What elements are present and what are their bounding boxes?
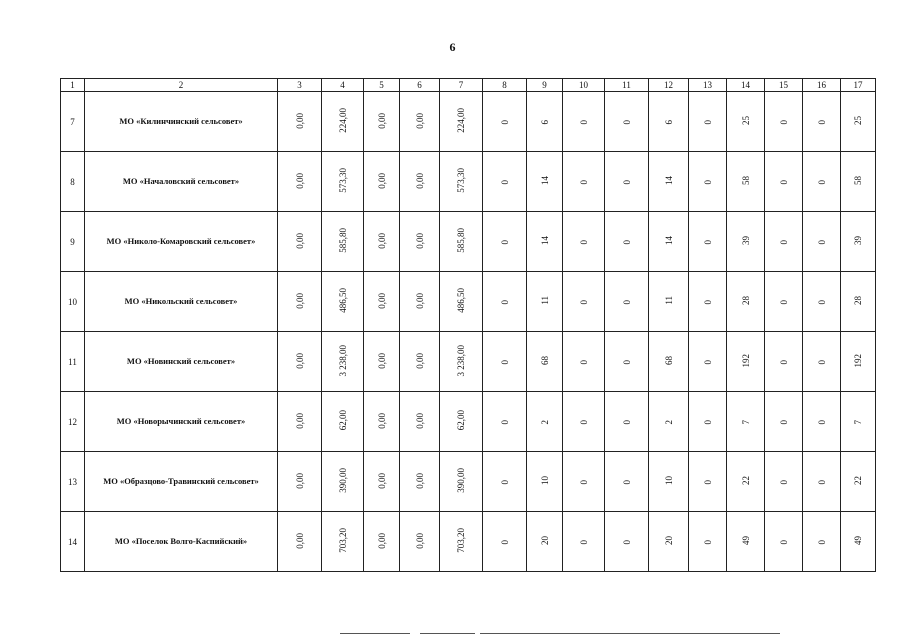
value-cell [765, 392, 803, 452]
value-cell [440, 512, 483, 572]
value-cell [803, 332, 841, 392]
municipality-name: МО «Новорычинский сельсовет» [85, 392, 278, 452]
value-cell [605, 152, 649, 212]
header-cell-3: 3 [278, 79, 322, 92]
value-text: 0 [816, 240, 827, 245]
value-text: 390,00 [337, 468, 348, 493]
value-cell [527, 152, 563, 212]
value-cell [440, 452, 483, 512]
value-text: 0,00 [414, 472, 425, 489]
value-cell [483, 92, 527, 152]
table-row [61, 272, 876, 332]
value-cell [841, 212, 876, 272]
value-cell [689, 152, 727, 212]
value-text: 573,30 [456, 168, 466, 193]
value-text: 0,00 [376, 412, 387, 429]
value-text: 0 [778, 300, 789, 305]
value-cell [364, 272, 400, 332]
value-cell [527, 452, 563, 512]
value-cell [605, 392, 649, 452]
value-cell [322, 152, 364, 212]
value-cell [527, 92, 563, 152]
value-cell [278, 392, 322, 452]
value-text: 0 [578, 120, 589, 125]
header-cell-7: 7 [440, 79, 483, 92]
value-cell [727, 272, 765, 332]
value-cell [649, 512, 689, 572]
value-cell [483, 452, 527, 512]
value-cell [364, 452, 400, 512]
value-text: 28 [740, 296, 751, 305]
value-cell [727, 332, 765, 392]
value-text: 0 [816, 360, 827, 365]
value-cell [563, 212, 605, 272]
value-text: 0 [578, 180, 589, 185]
value-cell [400, 272, 440, 332]
municipality-name: МО «Образцово-Травинский сельсовет» [85, 452, 278, 512]
value-text: 0,00 [294, 352, 305, 369]
value-text: 14 [539, 236, 550, 245]
row-number: 13 [61, 452, 85, 512]
value-text: 2 [663, 420, 674, 425]
value-cell [400, 92, 440, 152]
value-cell [605, 452, 649, 512]
value-text: 0 [778, 420, 789, 425]
value-cell [400, 512, 440, 572]
value-cell [689, 212, 727, 272]
value-cell [278, 452, 322, 512]
value-text: 0,00 [376, 532, 387, 549]
value-text: 0,00 [294, 292, 305, 309]
table-body [61, 92, 876, 572]
value-cell [649, 212, 689, 272]
value-text: 0 [621, 540, 632, 545]
header-cell-9: 9 [527, 79, 563, 92]
table-header [61, 79, 876, 92]
value-cell [527, 212, 563, 272]
value-cell [278, 92, 322, 152]
row-number: 8 [61, 152, 85, 212]
value-text: 0,00 [376, 352, 387, 369]
table-row [61, 152, 876, 212]
value-cell [483, 512, 527, 572]
value-text: 0,00 [294, 412, 305, 429]
value-text: 68 [539, 356, 550, 365]
value-cell [649, 272, 689, 332]
value-text: 25 [740, 116, 751, 125]
table-row [61, 212, 876, 272]
row-number: 10 [61, 272, 85, 332]
value-cell [727, 92, 765, 152]
value-cell [649, 392, 689, 452]
value-text: 0 [621, 300, 632, 305]
value-text: 0,00 [376, 232, 387, 249]
value-text: 0,00 [294, 112, 305, 129]
value-text: 28 [853, 296, 863, 305]
header-cell-6: 6 [400, 79, 440, 92]
value-text: 192 [853, 353, 863, 368]
value-cell [400, 392, 440, 452]
value-text: 6 [539, 120, 550, 125]
value-cell [400, 332, 440, 392]
value-text: 6 [663, 120, 674, 125]
value-cell [278, 152, 322, 212]
value-text: 0 [702, 300, 713, 305]
footer-line [480, 633, 780, 634]
value-text: 14 [663, 236, 674, 245]
municipality-name: МО «Поселок Волго-Каспийский» [85, 512, 278, 572]
header-cell-13: 13 [689, 79, 727, 92]
value-cell [322, 92, 364, 152]
value-cell [765, 332, 803, 392]
data-table [60, 78, 876, 572]
value-text: 224,00 [337, 108, 348, 133]
value-cell [278, 212, 322, 272]
value-text: 390,00 [456, 468, 466, 493]
value-cell [689, 452, 727, 512]
value-cell [563, 152, 605, 212]
value-cell [322, 332, 364, 392]
value-cell [803, 212, 841, 272]
value-cell [483, 332, 527, 392]
value-text: 0,00 [294, 472, 305, 489]
value-text: 49 [740, 536, 751, 545]
value-cell [841, 392, 876, 452]
value-text: 0,00 [414, 532, 425, 549]
value-text: 0 [816, 120, 827, 125]
value-text: 0 [578, 540, 589, 545]
value-text: 0,00 [294, 172, 305, 189]
value-text: 0 [816, 480, 827, 485]
value-text: 0,00 [414, 232, 425, 249]
value-text: 192 [740, 353, 751, 368]
header-cell-1: 1 [61, 79, 85, 92]
value-text: 0 [702, 120, 713, 125]
value-text: 0 [702, 420, 713, 425]
value-cell [563, 392, 605, 452]
value-text: 585,80 [337, 228, 348, 253]
value-text: 58 [740, 176, 751, 185]
value-cell [440, 392, 483, 452]
value-text: 58 [853, 176, 863, 185]
header-cell-12: 12 [649, 79, 689, 92]
value-cell [841, 332, 876, 392]
value-cell [605, 332, 649, 392]
value-cell [322, 452, 364, 512]
value-cell [649, 452, 689, 512]
value-cell [689, 512, 727, 572]
header-cell-4: 4 [322, 79, 364, 92]
value-cell [563, 512, 605, 572]
value-cell [727, 152, 765, 212]
value-cell [322, 512, 364, 572]
value-text: 0 [499, 480, 510, 485]
value-text: 0 [778, 540, 789, 545]
header-cell-2: 2 [85, 79, 278, 92]
value-text: 0,00 [414, 412, 425, 429]
value-text: 0 [778, 120, 789, 125]
value-text: 0 [499, 360, 510, 365]
value-cell [803, 152, 841, 212]
value-cell [803, 392, 841, 452]
value-text: 49 [853, 536, 863, 545]
value-cell [765, 272, 803, 332]
value-cell [605, 92, 649, 152]
value-text: 11 [663, 296, 674, 305]
value-text: 0 [621, 480, 632, 485]
value-cell [563, 452, 605, 512]
value-cell [727, 512, 765, 572]
value-text: 0 [816, 300, 827, 305]
value-text: 0 [702, 180, 713, 185]
value-cell [841, 152, 876, 212]
value-cell [278, 332, 322, 392]
value-text: 0 [702, 480, 713, 485]
value-text: 0,00 [414, 112, 425, 129]
value-text: 0 [816, 420, 827, 425]
header-cell-10: 10 [563, 79, 605, 92]
value-text: 573,30 [337, 168, 348, 193]
value-text: 22 [853, 476, 863, 485]
value-text: 0,00 [376, 292, 387, 309]
value-text: 0 [578, 360, 589, 365]
value-cell [803, 272, 841, 332]
table-row [61, 392, 876, 452]
value-text: 0,00 [414, 292, 425, 309]
value-text: 585,80 [456, 228, 466, 253]
row-number: 14 [61, 512, 85, 572]
value-cell [527, 512, 563, 572]
value-cell [689, 272, 727, 332]
municipality-name: МО «Новинский сельсовет» [85, 332, 278, 392]
value-cell [563, 272, 605, 332]
value-text: 0 [778, 180, 789, 185]
value-text: 0 [578, 240, 589, 245]
table-row [61, 332, 876, 392]
value-cell [765, 512, 803, 572]
row-number: 9 [61, 212, 85, 272]
table-row [61, 512, 876, 572]
value-cell [563, 92, 605, 152]
value-text: 3 238,00 [337, 344, 348, 377]
value-text: 0,00 [294, 532, 305, 549]
value-text: 486,50 [337, 288, 348, 313]
value-cell [765, 212, 803, 272]
value-text: 68 [663, 356, 674, 365]
value-cell [765, 152, 803, 212]
value-text: 20 [663, 536, 674, 545]
value-cell [440, 152, 483, 212]
value-text: 0,00 [414, 172, 425, 189]
value-text: 0 [499, 180, 510, 185]
value-cell [727, 212, 765, 272]
value-text: 703,20 [456, 528, 466, 553]
value-cell [483, 152, 527, 212]
value-text: 22 [740, 476, 751, 485]
value-text: 7 [853, 420, 863, 425]
value-cell [803, 92, 841, 152]
footer-line [420, 633, 475, 634]
value-cell [689, 332, 727, 392]
value-text: 0 [621, 360, 632, 365]
value-text: 0 [621, 180, 632, 185]
value-text: 2 [539, 420, 550, 425]
value-text: 0,00 [376, 112, 387, 129]
value-cell [364, 392, 400, 452]
value-cell [440, 212, 483, 272]
value-text: 0 [499, 240, 510, 245]
value-cell [527, 272, 563, 332]
value-text: 224,00 [456, 108, 466, 133]
value-text: 0 [621, 420, 632, 425]
value-text: 0 [499, 420, 510, 425]
value-cell [727, 392, 765, 452]
value-text: 0 [702, 240, 713, 245]
value-cell [649, 92, 689, 152]
value-cell [803, 452, 841, 512]
value-cell [765, 452, 803, 512]
value-cell [649, 332, 689, 392]
value-text: 0 [578, 420, 589, 425]
header-row [61, 79, 876, 92]
value-cell [605, 212, 649, 272]
municipality-name: МО «Николо-Комаровский сельсовет» [85, 212, 278, 272]
table-row [61, 452, 876, 512]
header-cell-5: 5 [364, 79, 400, 92]
value-cell [278, 272, 322, 332]
value-text: 14 [663, 176, 674, 185]
value-text: 703,20 [337, 528, 348, 553]
header-cell-11: 11 [605, 79, 649, 92]
value-cell [364, 512, 400, 572]
value-text: 0 [816, 180, 827, 185]
value-text: 62,00 [456, 410, 466, 431]
value-cell [322, 212, 364, 272]
value-cell [563, 332, 605, 392]
value-cell [689, 92, 727, 152]
value-text: 0,00 [376, 472, 387, 489]
value-text: 25 [853, 116, 863, 125]
municipality-name: МО «Началовский сельсовет» [85, 152, 278, 212]
row-number: 12 [61, 392, 85, 452]
value-text: 0,00 [376, 172, 387, 189]
value-cell [322, 392, 364, 452]
value-text: 20 [539, 536, 550, 545]
value-text: 0 [778, 240, 789, 245]
value-cell [605, 272, 649, 332]
value-cell [364, 152, 400, 212]
value-text: 11 [539, 296, 550, 305]
value-text: 0 [778, 480, 789, 485]
value-cell [841, 452, 876, 512]
page-number: 6 [449, 40, 456, 54]
table-row [61, 92, 876, 152]
value-cell [605, 512, 649, 572]
value-text: 7 [740, 420, 751, 425]
value-cell [689, 392, 727, 452]
value-cell [400, 452, 440, 512]
header-cell-17: 17 [841, 79, 876, 92]
value-cell [400, 152, 440, 212]
value-cell [483, 212, 527, 272]
value-cell [527, 332, 563, 392]
municipality-name: МО «Никольский сельсовет» [85, 272, 278, 332]
value-text: 10 [663, 476, 674, 485]
value-cell [727, 452, 765, 512]
header-cell-15: 15 [765, 79, 803, 92]
value-text: 0 [621, 120, 632, 125]
value-text: 0 [778, 360, 789, 365]
value-cell [364, 212, 400, 272]
value-cell [440, 92, 483, 152]
value-text: 0 [499, 540, 510, 545]
value-cell [841, 512, 876, 572]
value-text: 0 [621, 240, 632, 245]
row-number: 7 [61, 92, 85, 152]
value-cell [322, 272, 364, 332]
value-text: 486,50 [456, 288, 466, 313]
value-cell [649, 152, 689, 212]
value-text: 0 [499, 300, 510, 305]
row-number: 11 [61, 332, 85, 392]
value-cell [440, 272, 483, 332]
value-text: 0,00 [414, 352, 425, 369]
value-text: 3 238,00 [456, 344, 466, 377]
header-cell-14: 14 [727, 79, 765, 92]
municipality-name: МО «Килинчинский сельсовет» [85, 92, 278, 152]
value-text: 0 [578, 300, 589, 305]
value-text: 0 [816, 540, 827, 545]
value-cell [841, 92, 876, 152]
value-cell [527, 392, 563, 452]
value-cell [400, 212, 440, 272]
value-text: 0,00 [294, 232, 305, 249]
value-text: 0 [578, 480, 589, 485]
value-cell [440, 332, 483, 392]
value-text: 10 [539, 476, 550, 485]
value-cell [278, 512, 322, 572]
value-cell [841, 272, 876, 332]
header-cell-16: 16 [803, 79, 841, 92]
footer-line [340, 633, 410, 634]
header-cell-8: 8 [483, 79, 527, 92]
value-cell [364, 92, 400, 152]
value-text: 39 [853, 236, 863, 245]
value-cell [483, 272, 527, 332]
value-text: 62,00 [337, 410, 348, 431]
value-cell [765, 92, 803, 152]
value-text: 39 [740, 236, 751, 245]
value-cell [364, 332, 400, 392]
value-text: 14 [539, 176, 550, 185]
value-text: 0 [499, 120, 510, 125]
value-cell [483, 392, 527, 452]
value-text: 0 [702, 540, 713, 545]
value-cell [803, 512, 841, 572]
value-text: 0 [702, 360, 713, 365]
